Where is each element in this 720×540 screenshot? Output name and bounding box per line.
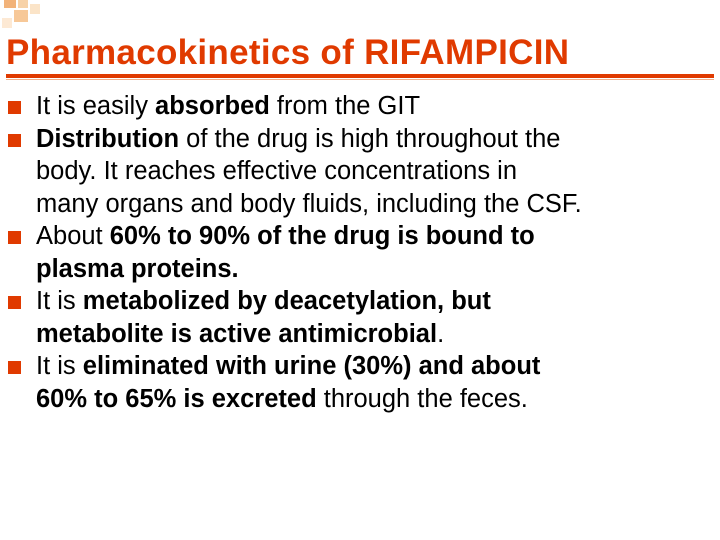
bold-text: Distribution (36, 124, 180, 153)
bold-text: metabolite is active antimicrobial (36, 319, 438, 348)
bold-text: plasma proteins. (36, 254, 239, 283)
body-text: It is (36, 287, 83, 315)
bullet-line (36, 383, 720, 416)
slide-header (0, 0, 720, 82)
bold-text: absorbed (155, 92, 270, 120)
bold-text: eliminated with urine (30%) (82, 352, 412, 380)
bold-text: metabolized by deacetylation, but (82, 287, 491, 315)
bullet-line (36, 253, 720, 286)
bullet-line (36, 285, 720, 318)
bullet-line (36, 188, 720, 221)
title-underline-shadow (6, 79, 714, 80)
bullet-item (0, 285, 720, 350)
bullet-line (36, 123, 720, 156)
body-text: About (36, 222, 110, 250)
bullet-line (36, 220, 720, 253)
body-text: from the GIT (269, 92, 421, 120)
bold-text: 60% to 90% of the drug is bound to (109, 222, 535, 250)
bold-text: 60% to 65% is excreted (36, 384, 317, 413)
bullet-item (0, 220, 720, 285)
square-bullet-icon (8, 101, 21, 114)
square-bullet-icon (8, 134, 21, 147)
bullet-line (36, 350, 720, 383)
square-bullet-icon (8, 361, 21, 374)
square-bullet-icon (8, 296, 21, 309)
bullet-line (36, 90, 720, 123)
slide-title: Pharmacokinetics of RIFAMPICIN (6, 33, 570, 72)
square-bullet-icon (8, 231, 21, 244)
body-text: . (437, 319, 445, 348)
body-text: It is easily (36, 92, 156, 120)
body-text: many organs and body fluids, including the CSF. (36, 189, 582, 218)
bullet-item (0, 123, 720, 221)
title-underline (6, 74, 714, 78)
body-text: of the drug is high throughout the (179, 124, 561, 153)
bullet-line (36, 318, 720, 351)
bold-text: and about (411, 352, 541, 380)
bullet-item (0, 350, 720, 415)
body-text: through the feces. (316, 384, 528, 413)
body-text: body. It reaches effective concentrations in (36, 157, 518, 185)
body-text: It is (36, 352, 83, 380)
bullet-list (0, 90, 720, 415)
bullet-item (0, 90, 720, 123)
bullet-line (36, 155, 720, 188)
